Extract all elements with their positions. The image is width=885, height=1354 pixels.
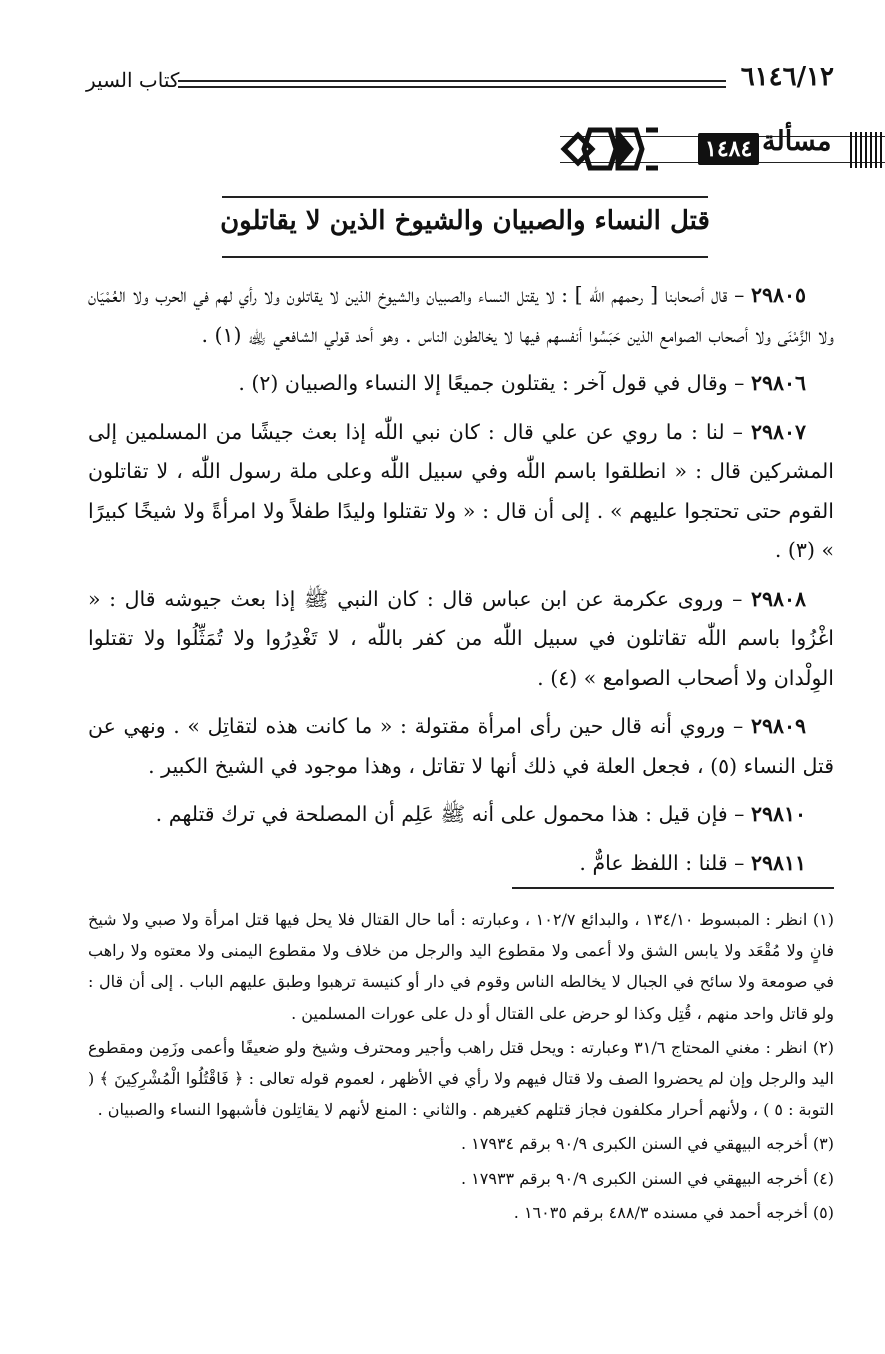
section-title: قتل النساء والصبيان والشيوخ الذين لا يقاتلون (220, 206, 710, 236)
footnote: (٣) أخرجه البيهقي في السنن الكبرى ٩٠/٩ برقم ١٧٩٣٤ . (461, 1134, 834, 1154)
footnote: (٥) أخرجه أحمد في مسنده ٤٨٨/٣ برقم ١٦٠٣٥ . (513, 1202, 834, 1222)
title-rule-top (222, 196, 708, 198)
ornament-icon (560, 122, 660, 176)
barcode-ornament (850, 132, 884, 168)
footnote: (٢) انظر : مغني المحتاج ٣١/٦ وعبارته : ويحل قتل راهب وأجير ومحترف وشيخ ولو ضعيفًا وأعمى وزَمِن ومقطوع اليد والرجل وإن لم يحضروا الصف ولا قتال فيهم ولا رأي في الأظهر ، لعموم قوله تعالى : ﴿ فَاقْتُلُوا الْمُشْرِكِينَ ﴾ ( التوبة : ٥ ) ، ولأنهم أحرار مكلفون فجاز قتلهم كغيرهم . والثاني : المنع لأنهم لا يقاتِلون فأشبهوا النساء والصبيان . (88, 1037, 834, 1120)
paragraph (88, 364, 834, 404)
paragraph (88, 580, 834, 699)
footnote: (١) انظر : المبسوط ١٣٤/١٠ ، والبدائع ١٠٢/٧ ، وعبارته : أما حال القتال فلا يحل فيها قتل امرأة ولا صبي ولا شيخ فانٍ ولا مُقْعَد ولا يابس الشق ولا أعمى ولا مقطوع اليد والرجل من خلاف ولا مقطوع اليمنى ولا معتوه ولا راهب في صومعة ولا سائح في الجبال لا يخالطه الناس وقوم في دار أو كنيسة ترهبوا وطبق عليهم الباب . إلى أن قال : ولو قاتل واحد منهم ، قُتِل وكذا لو حرض على القتال أو دل على عورات المسلمين . (88, 910, 835, 1023)
body-text (88, 276, 834, 892)
paragraph (88, 707, 834, 786)
header-rule (178, 80, 726, 88)
paragraph (88, 413, 834, 571)
paragraph-text: – وروي أنه قال حين رأى امرأة مقتولة : « ما كانت هذه لتقاتِل » . ونهي عن قتل النساء (٥) ، فجعل العلة في ذلك أنها لا تقاتل ، وهذا موجود في الشيخ الكبير . (88, 714, 834, 778)
paragraph (88, 276, 834, 355)
page-reference: ٦١٤٦/١٢ (740, 62, 834, 92)
paragraph-text: – فإن قيل : هذا محمول على أنه ﷺ عَلِم أن المصلحة في ترك قتلهم . (155, 802, 751, 826)
title-rule-bottom (222, 256, 708, 258)
paragraph-text: – قلنا : اللفظ عامٌّ . (579, 850, 751, 875)
paragraph-number: ٢٩٨٠٥ (750, 283, 806, 307)
paragraph-text: – وروى عكرمة عن ابن عباس قال : كان النبي ﷺ إذا بعث جيوشه قال : « اغْزُوا باسم اللّٰه تقاتلون في سبيل اللّٰه من كفر باللّٰه ، لا تَغْدِرُوا ولا تُمَثِّلُوا ولا تقتلوا الوِلْدان ولا أصحاب الصوامع » (٤) . (88, 586, 834, 690)
paragraph-number: ٢٩٨٠٩ (750, 714, 806, 738)
paragraph (88, 795, 834, 835)
masala-label: مسألة (762, 126, 832, 157)
masala-number-badge: ١٤٨٤ (698, 133, 759, 165)
paragraph-number: ٢٩٨١٠ (750, 802, 806, 826)
running-header (86, 60, 834, 104)
masala-banner (560, 118, 885, 182)
footnotes (88, 904, 834, 1231)
paragraph-number: ٢٩٨٠٦ (750, 371, 806, 395)
paragraph (88, 844, 834, 884)
paragraph-text: – لنا : ما روي عن علي قال : كان نبي اللّٰه إذا بعث جيشًا من المسلمين إلى المشركين قال : « انطلقوا باسم اللّٰه وفي سبيل اللّٰه وعلى ملة رسول اللّٰه ، لا تقاتلون القوم حتى تحتجوا عليهم » . إلى أن قال : « ولا تقتلوا وليدًا طفلاً ولا امرأةً ولا شيخًا كبيرًا » (٣) . (88, 419, 834, 562)
paragraph-text: – وقال في قول آخر : يقتلون جميعًا إلا النساء والصبيان (٢) . (238, 371, 751, 395)
paragraph-number: ٢٩٨٠٧ (750, 419, 806, 444)
footnote-separator (512, 887, 834, 889)
footnote: (٤) أخرجه البيهقي في السنن الكبرى ٩٠/٩ برقم ١٧٩٣٣ . (461, 1168, 834, 1188)
paragraph-number: ٢٩٨١١ (750, 850, 806, 875)
book-title: كتاب السير (86, 68, 180, 92)
paragraph-number: ٢٩٨٠٨ (750, 586, 806, 611)
paragraph-text: – قال أصحابنا [ رحمهم اللّٰه ] : لا يقتل النساء والصبيان والشيوخ الذين لا يقاتلون ولا رأي لهم في الحرب ولا العُمْيَان ولا الزَّمْنَى ولا أصحاب الصوامع الذين حَبَسُوا أنفسهم فيها لا يخالطون الناس . وهو أحد قولي الشافعي ﵀ (١) . (88, 283, 834, 347)
